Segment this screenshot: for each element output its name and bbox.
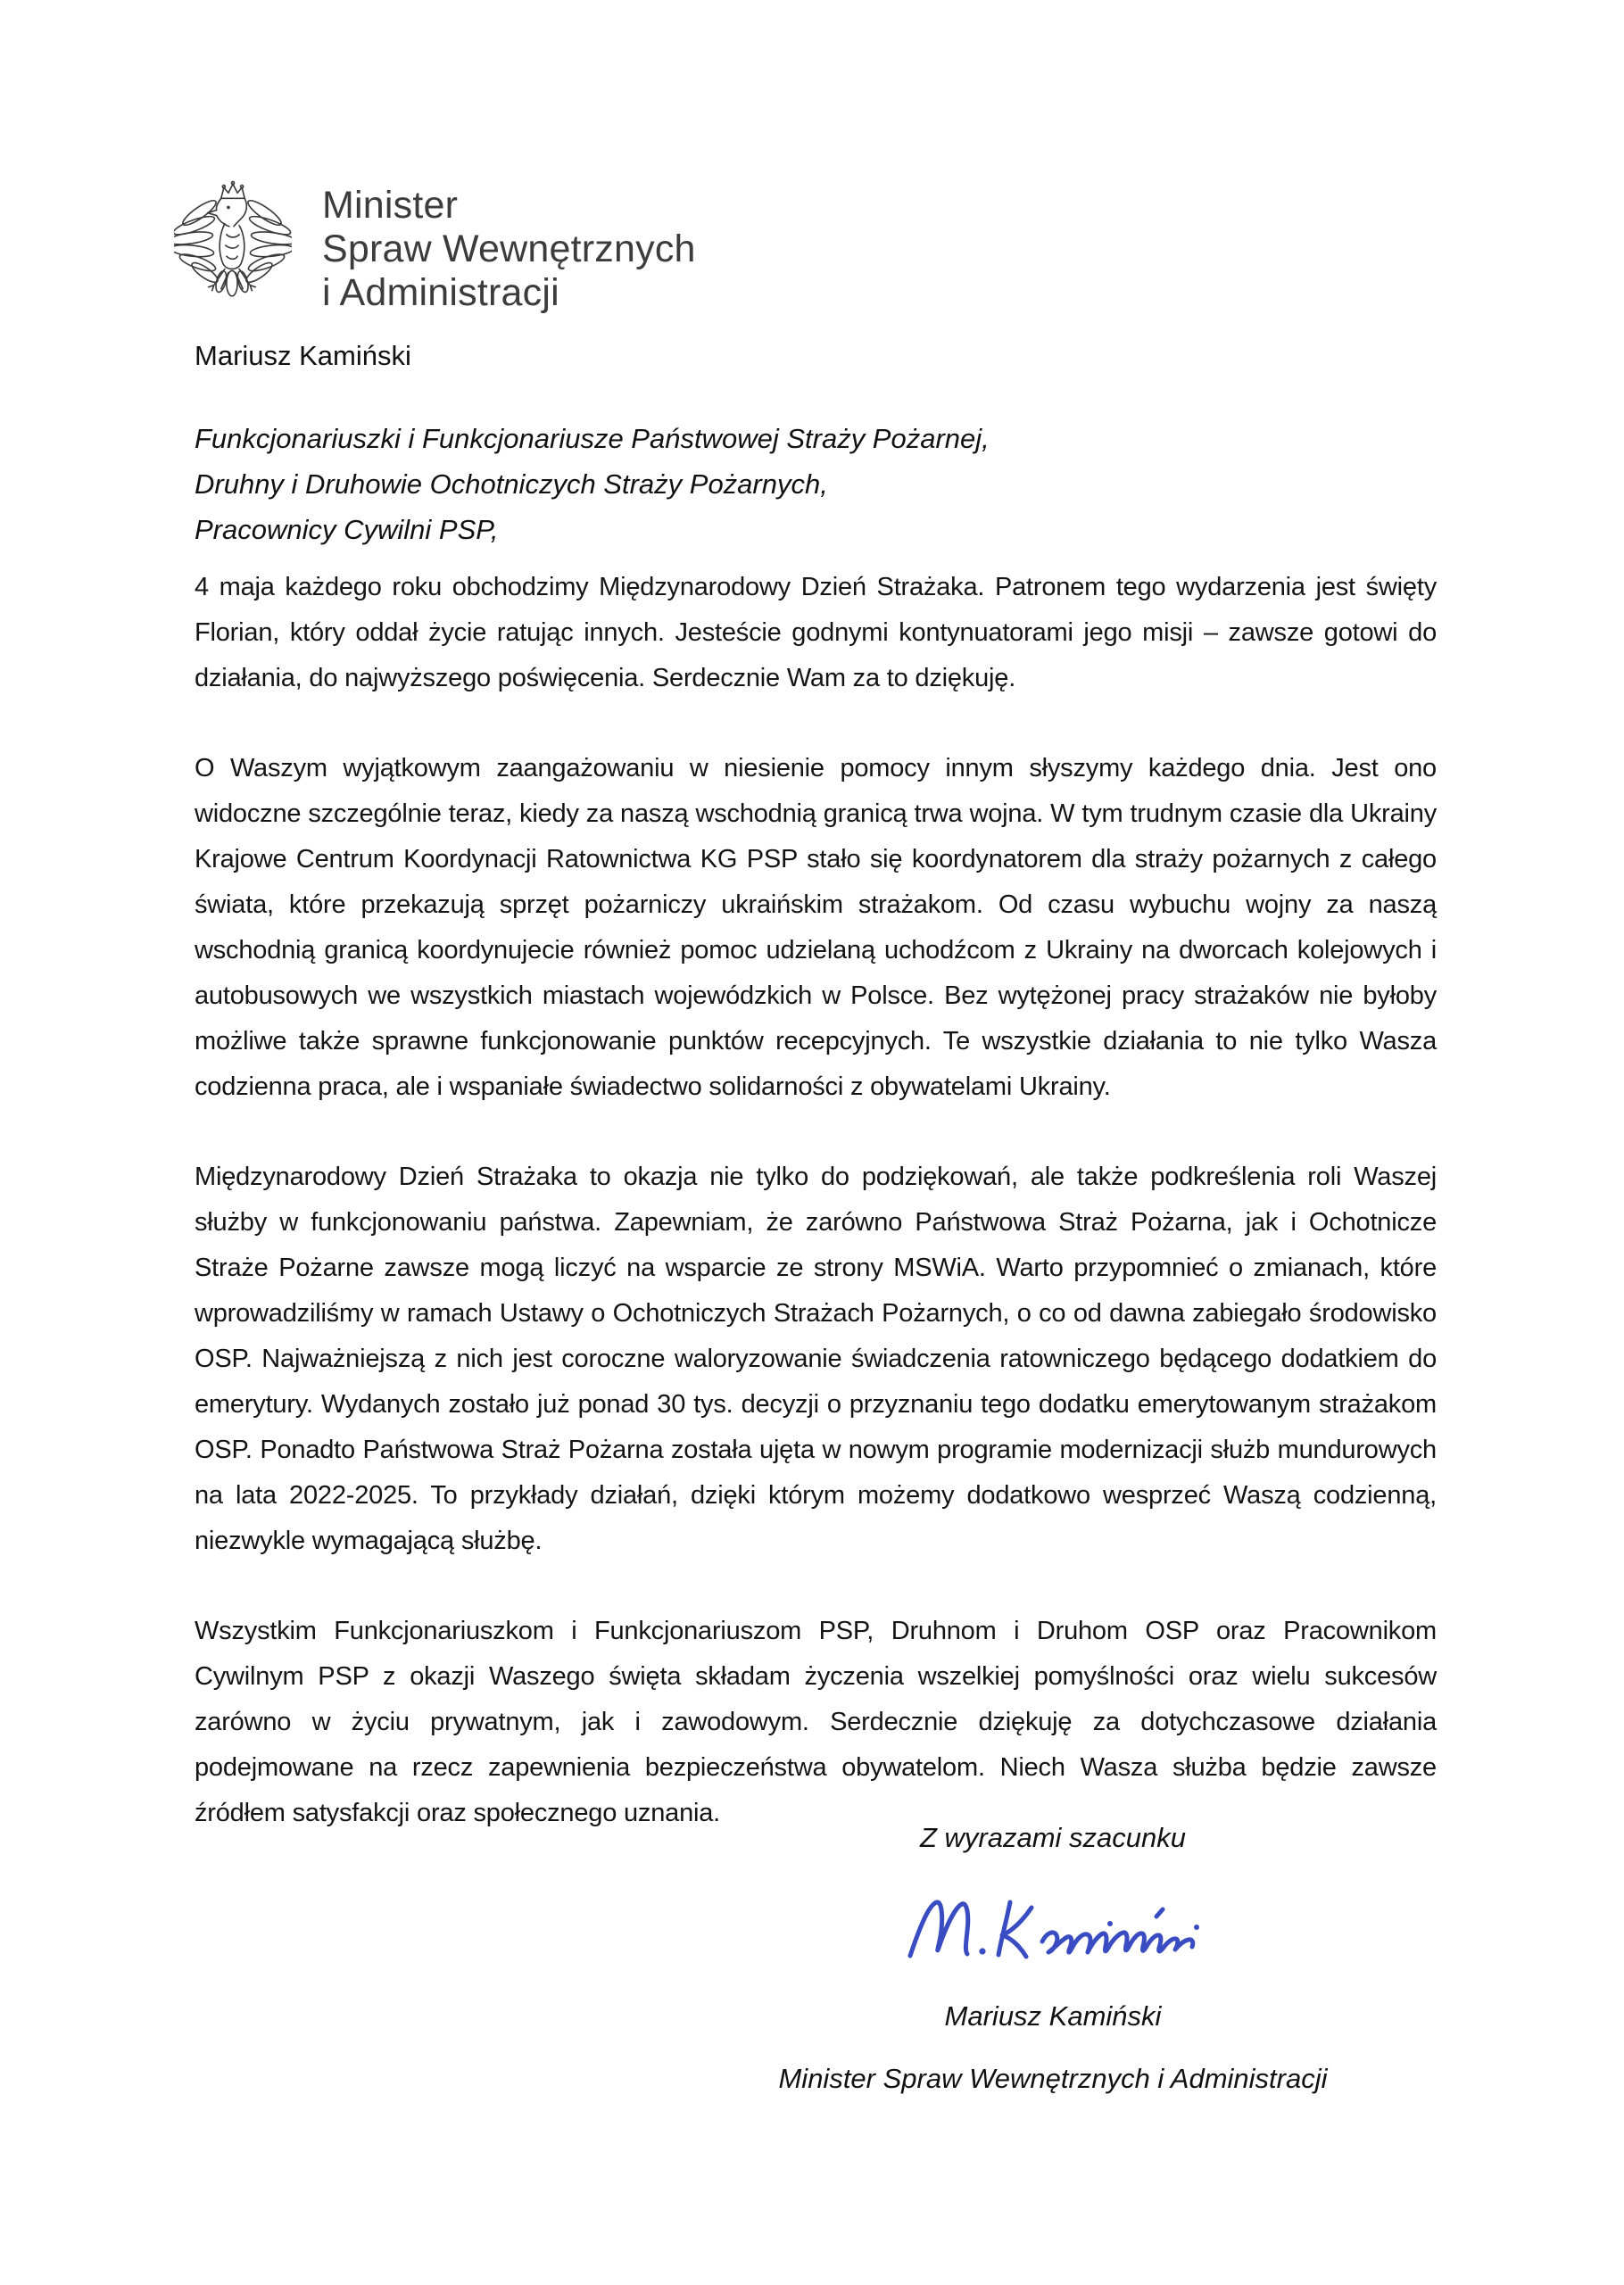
ministry-name-line-1: Minister [322,184,459,227]
closing-block [651,1822,1454,2095]
salutation [195,416,990,552]
coat-of-arms-eagle-icon [174,178,292,305]
closing-phrase: Z wyrazami szacunku [919,1822,1187,1853]
body-paragraph-2: O Waszym wyjątkowym zaangażowaniu w niesienie pomocy innym słyszymy każdego dnia. Jest ono widoczne szczególnie teraz, kiedy za naszą wschodnią granicą trwa wojna. W tym trudnym czasie dla Ukrainy Krajowe Centrum Koordynacji Ratownictwa KG PSP stało się koordynatorem dla straży pożarnych z całego świata, które przekazują sprzęt pożarniczy ukraińskim strażakom. Od czasu wybuchu wojny za naszą wschodnią granicą koordynujecie również pomoc udzielaną uchodźcom z Ukrainy na dworcach kolejowych i autobusowych we wszystkich miastach wojewódzkich w Polsce. Bez wytężonej pracy strażaków nie byłoby możliwe także sprawne funkcjonowanie punktów recepcyjnych. Te wszystkie działania to nie tylko Wasza codzienna praca, ale i wspaniałe świadectwo solidarności z obywatelami Ukrainy. [195,754,1437,1101]
letter-body [195,565,1437,1881]
salutation-line-3: Pracownicy Cywilni PSP, [195,514,499,545]
salutation-line-2: Druhny i Druhowie Ochotniczych Straży Pożarnych, [195,468,828,500]
signer-name: Mariusz Kamiński [944,2000,1162,2032]
ministry-name-line-2: Spraw Wewnętrznych [322,228,696,270]
ministry-name [322,178,696,315]
sender-name: Mariusz Kamiński [195,340,411,371]
ministry-name-line-3: i Administracji [322,271,559,314]
body-paragraph-1: 4 maja każdego roku obchodzimy Międzynarodowy Dzień Strażaka. Patronem tego wydarzenia jest święty Florian, który oddał życie ratując innych. Jesteście godnymi kontynuatorami jego misji – zawsze gotowi do działania, do najwyższego poświęcenia. Serdecznie Wam za to dziękuję. [195,573,1437,692]
salutation-line-1: Funkcjonariuszki i Funkcjonariusze Państwowej Straży Pożarnej, [195,423,990,454]
body-paragraph-4: Wszystkim Funkcjonariuszkom i Funkcjonariuszom PSP, Druhnom i Druhom OSP oraz Pracownikom Cywilnym PSP z okazji Waszego święta składam życzenia wszelkiej pomyślności oraz wielu sukcesów zarówno w życiu prywatnym, jak i zawodowym. Serdecznie dziękuję za dotychczasowe działania podejmowane na rzecz zapewnienia bezpieczeństwa obywatelom. Niech Wasza służba będzie zawsze źródłem satysfakcji oraz społecznego uznania. [195,1617,1437,1827]
handwritten-signature [899,1892,1207,1972]
body-paragraph-3: Międzynarodowy Dzień Strażaka to okazja nie tylko do podziękowań, ale także podkreślenia roli Waszej służby w funkcjonowaniu państwa. Zapewniam, że zarówno Państwowa Straż Pożarna, jak i Ochotnicze Straże Pożarne zawsze mogą liczyć na wsparcie ze strony MSWiA. Warto przypomnieć o zmianach, które wprowadziliśmy w ramach Ustawy o Ochotniczych Strażach Pożarnych, o co od dawna zabiegało środowisko OSP. Najważniejszą z nich jest coroczne waloryzowanie świadczenia ratowniczego będącego dodatkiem do emerytury. Wydanych zostało już ponad 30 tys. decyzji o przyznaniu tego dodatku emerytowanym strażakom OSP. Ponadto Państwowa Straż Pożarna została ujęta w nowym programie modernizacji służb mundurowych na lata 2022-2025. To przykłady działań, dzięki którym możemy dodatkowo wesprzeć Waszą codzienną, niezwykle wymagającą służbę. [195,1163,1437,1555]
ministry-letterhead [174,178,696,315]
signer-title: Minister Spraw Wewnętrznych i Administracji [778,2063,1328,2094]
